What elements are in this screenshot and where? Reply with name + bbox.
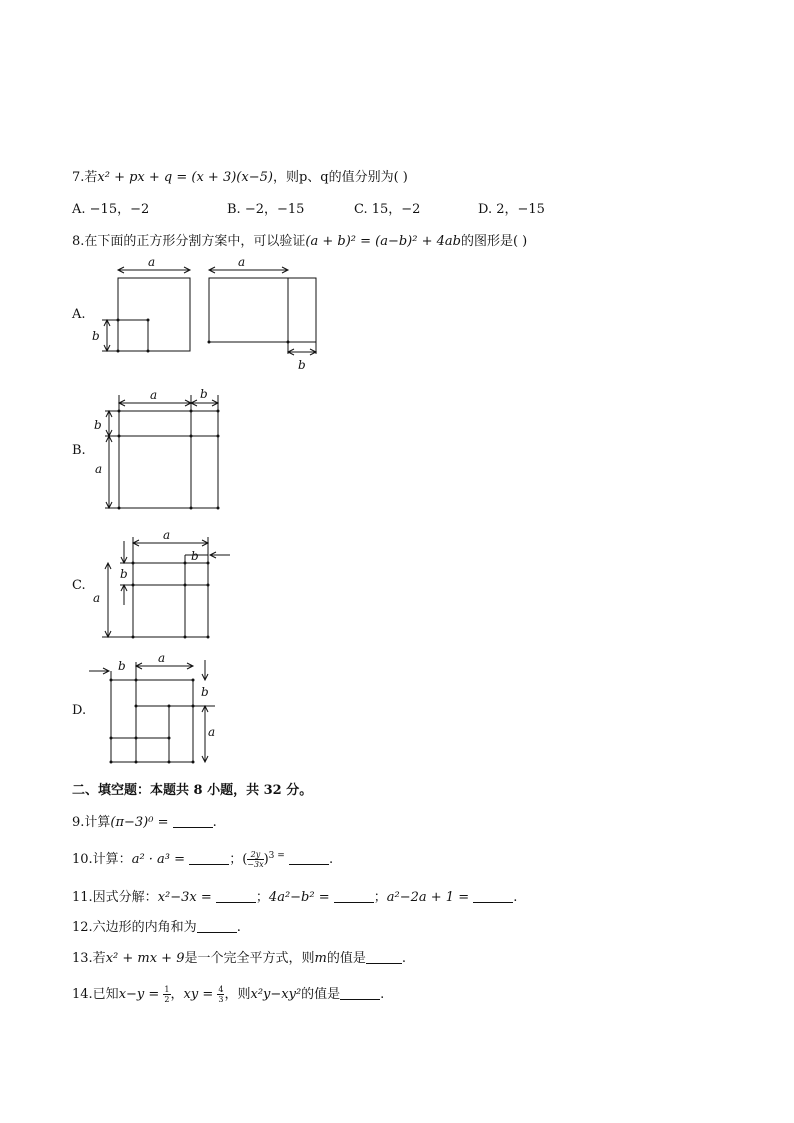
question-12 (72, 916, 241, 935)
q14-expr2: xy = (183, 987, 214, 1002)
q11-expr1: x²−3x = (157, 890, 212, 905)
q10-end: . (328, 852, 334, 867)
q7-option-d[interactable]: D. 2，−15 (478, 202, 545, 217)
q13-after: 的值是 (326, 951, 366, 966)
q7-option-b[interactable]: B. −2，−15 (227, 202, 305, 217)
q12-end: . (236, 920, 241, 935)
q14-f1-num: 1 (164, 985, 170, 994)
q11-answer-blank-2[interactable] (334, 890, 374, 903)
q7-option-a[interactable]: A. −15，−2 (72, 202, 150, 217)
question-9 (72, 811, 217, 830)
q8-suffix: 的图形是( ) (460, 234, 528, 249)
q10-answer-blank-1[interactable] (189, 852, 229, 865)
figure-a-sym-a-1: a (148, 255, 156, 269)
q10-expr1: a² · a³ = (131, 852, 186, 867)
figure-c (90, 525, 240, 643)
q14-f2-num: 4 (218, 985, 224, 994)
q8-prefix: 8.在下面的正方形分割方案中，可以验证 (72, 234, 306, 249)
q13-var: m (314, 951, 327, 966)
question-8 (72, 230, 527, 249)
figure-d-label[interactable]: D. (72, 703, 87, 718)
q14-end: . (380, 987, 385, 1002)
q7-prefix: 7.若 (72, 170, 98, 185)
q11-end: . (513, 890, 518, 905)
q9-end: . (212, 815, 217, 830)
figure-a-sym-b-2: b (298, 358, 306, 372)
question-7 (72, 166, 408, 185)
figure-b-sym-b-1: b (200, 387, 208, 401)
q11-expr3: a²−2a + 1 = (386, 890, 470, 905)
q14-expr1: x−y = (118, 987, 160, 1002)
figure-a-label[interactable]: A. (72, 307, 86, 322)
q9-text: 9.计算 (72, 815, 111, 830)
figure-d-sym-a-1: a (158, 651, 166, 665)
figure-d-sym-b-2: b (201, 685, 209, 699)
q7-suffix: ，则p、q的值分别为( ) (272, 170, 408, 185)
q11-sep-2: ； (373, 890, 387, 905)
figure-c-sym-b-2: b (120, 567, 128, 581)
q10-sep: ； (229, 852, 243, 867)
q9-answer-blank[interactable] (173, 815, 213, 828)
q11-answer-blank-3[interactable] (473, 890, 513, 903)
question-13 (72, 947, 406, 966)
figure-b-sym-a-1: a (150, 388, 158, 402)
figure-b-label[interactable]: B. (72, 443, 86, 458)
q13-mid: 是一个完全平方式，则 (184, 951, 315, 966)
figure-c-sym-a-2: a (93, 591, 101, 605)
figure-a-sym-b-1: b (92, 329, 100, 343)
q7-equation: x² + px + q = (x + 3)(x−5) (97, 170, 273, 185)
figure-c-sym-a-1: a (163, 528, 171, 542)
question-14 (72, 983, 384, 1004)
q10-exponent: 3 = (268, 851, 285, 861)
q7-option-c[interactable]: C. 15，−2 (354, 202, 421, 217)
figure-b (90, 385, 230, 515)
section-2-title: 二、填空题：本题共 8 小题，共 32 分。 (72, 783, 313, 798)
q13-end: . (401, 951, 406, 966)
q13-expr: x² + mx + 9 (105, 951, 185, 966)
figure-c-label[interactable]: C. (72, 578, 86, 593)
q7-options (72, 198, 632, 216)
figure-b-sym-a-2: a (95, 462, 103, 476)
q11-answer-blank-1[interactable] (216, 890, 256, 903)
q10-fraction (247, 850, 263, 869)
q14-f2-den: 3 (218, 995, 224, 1004)
q10-frac-num: 2y (247, 850, 263, 860)
figure-d (85, 650, 225, 768)
q14-sep: ， (170, 987, 184, 1002)
q14-mid: ，则 (224, 987, 251, 1002)
q10-text: 10.计算： (72, 852, 132, 867)
q9-expr: (π−3)⁰ = (110, 815, 169, 830)
q14-expr3: x²y−xy² (250, 987, 302, 1002)
figure-d-sym-b-1: b (118, 659, 126, 673)
q11-text: 11.因式分解： (72, 890, 158, 905)
question-11 (72, 886, 517, 905)
figure-b-sym-b-2: b (94, 418, 102, 432)
q14-after: 的值是 (301, 987, 341, 1002)
q11-sep-1: ； (255, 890, 269, 905)
figure-d-sym-a-2: a (208, 725, 216, 739)
figure-c-sym-b-1: b (191, 549, 199, 563)
figure-a-sym-a-2: a (238, 255, 246, 269)
question-10: 10.计算：a² · a³ = ；( $\frac{2y}{-3x}$ )$^{3 =}$ . (72, 850, 334, 869)
q14-text: 14.已知 (72, 987, 119, 1002)
q13-text: 13.若 (72, 951, 106, 966)
q12-answer-blank[interactable] (197, 920, 237, 933)
q14-f1-den: 2 (164, 995, 170, 1004)
q12-text: 12.六边形的内角和为 (72, 920, 197, 935)
q10-frac-den: −3x (247, 860, 264, 869)
q14-fraction-1 (163, 985, 170, 1004)
q8-formula: (a + b)² = (a−b)² + 4ab (305, 234, 461, 249)
q13-answer-blank[interactable] (366, 951, 402, 964)
q10-answer-blank-2[interactable] (289, 852, 329, 865)
q14-answer-blank[interactable] (340, 987, 380, 1000)
q11-expr2: 4a²−b² = (268, 890, 330, 905)
figure-a (90, 250, 330, 375)
